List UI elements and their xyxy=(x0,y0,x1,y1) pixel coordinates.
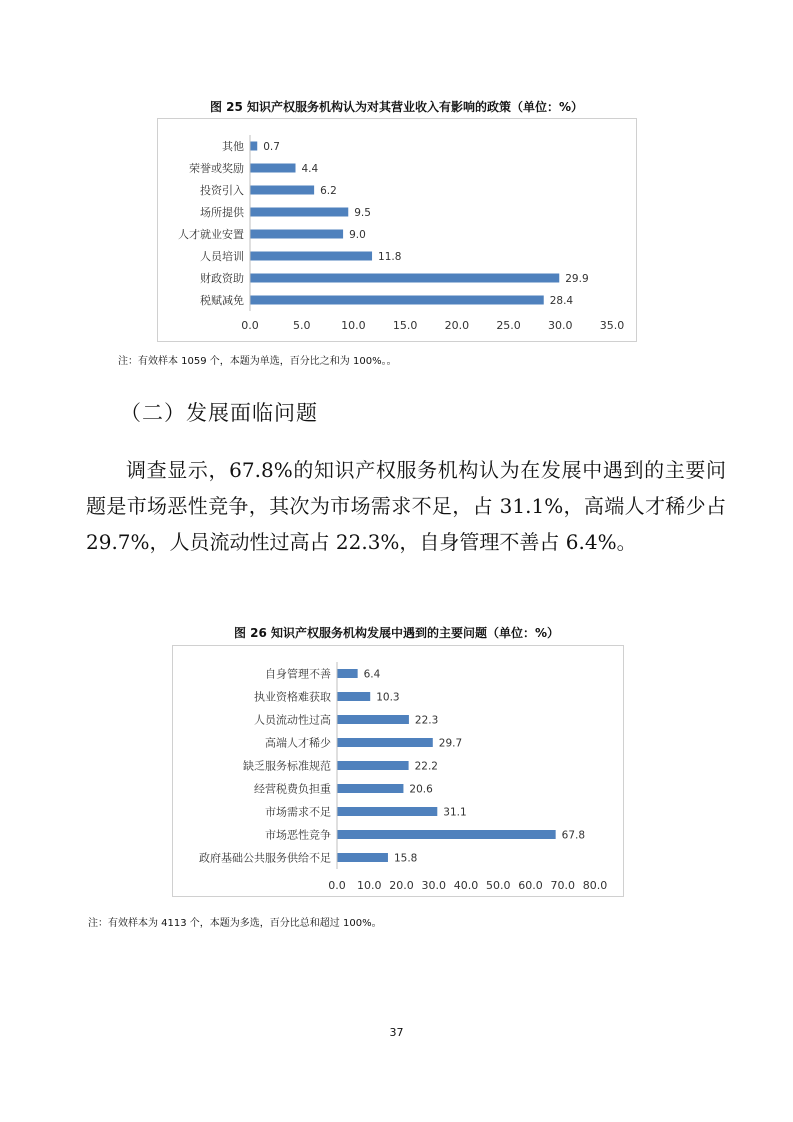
category-label: 自身管理不善 xyxy=(265,667,331,681)
x-tick-label: 80.0 xyxy=(582,879,608,892)
bar xyxy=(337,830,556,839)
x-tick-label: 60.0 xyxy=(518,879,543,892)
category-label: 政府基础公共服务供给不足 xyxy=(199,851,331,865)
bar xyxy=(337,853,388,862)
chart2-container xyxy=(172,645,624,897)
x-tick-label: 25.0 xyxy=(496,319,521,332)
category-label: 投资引入 xyxy=(200,184,244,197)
bar xyxy=(250,142,257,151)
x-tick-label: 5.0 xyxy=(292,319,311,332)
category-label: 经营税费负担重 xyxy=(254,782,331,796)
x-tick-label: 30.0 xyxy=(548,319,573,332)
category-label: 荣誉或奖励 xyxy=(189,162,244,175)
data-label: 11.8 xyxy=(378,251,402,263)
data-label: 28.4 xyxy=(549,295,574,307)
category-label: 市场需求不足 xyxy=(265,805,331,819)
x-tick-label: 20.0 xyxy=(389,879,414,892)
chart2-title: 图 26 知识产权服务机构发展中遇到的主要问题（单位：%） xyxy=(233,626,560,640)
data-label: 15.8 xyxy=(393,852,418,865)
data-label: 29.9 xyxy=(565,273,589,285)
data-label: 31.1 xyxy=(443,806,467,819)
category-label: 人员培训 xyxy=(200,250,244,263)
data-label: 67.8 xyxy=(561,829,586,842)
x-tick-label: 0.0 xyxy=(241,319,259,332)
data-label: 20.6 xyxy=(409,783,433,796)
bar xyxy=(337,761,409,770)
category-label: 缺乏服务标准规范 xyxy=(243,759,331,773)
data-label: 22.3 xyxy=(414,714,439,727)
x-tick-label: 40.0 xyxy=(453,879,479,892)
x-tick-label: 20.0 xyxy=(444,319,470,332)
section-heading: （二）发展面临问题 xyxy=(120,401,318,425)
data-label: 6.4 xyxy=(363,668,381,681)
bar xyxy=(250,296,544,305)
bar xyxy=(250,208,348,217)
x-tick-label: 10.0 xyxy=(341,319,366,332)
category-label: 其他 xyxy=(222,140,244,153)
bar xyxy=(250,164,296,173)
chart1-title: 图 25 知识产权服务机构认为对其营业收入有影响的政策（单位：%） xyxy=(209,100,584,114)
data-label: 22.2 xyxy=(414,760,438,773)
x-tick-label: 30.0 xyxy=(421,879,446,892)
data-label: 4.4 xyxy=(301,163,319,175)
page-number: 37 xyxy=(389,1026,404,1039)
bar xyxy=(337,738,433,747)
chart1-note: 注：有效样本 1059 个，本题为单选，百分比之和为 100%。。 xyxy=(118,356,397,367)
chart2-svg xyxy=(173,646,623,896)
data-label: 10.3 xyxy=(376,691,400,704)
bar xyxy=(337,807,437,816)
bar xyxy=(250,186,314,195)
category-label: 人才就业安置 xyxy=(178,228,244,241)
section-paragraph: 调查显示，67.8%的知识产权服务机构认为在发展中遇到的主要问题是市场恶性竞争，其次为市场需求不足，占 31.1%，高端人才稀少占 29.7%，人员流动性过高占 22.3%，自身管理不善占 6.4%。 xyxy=(86,458,726,554)
chart1-container xyxy=(157,118,637,342)
category-label: 执业资格难获取 xyxy=(254,690,331,704)
data-label: 6.2 xyxy=(320,185,337,197)
category-label: 场所提供 xyxy=(200,206,244,219)
category-label: 财政资助 xyxy=(200,272,244,285)
bar xyxy=(250,274,559,283)
data-label: 29.7 xyxy=(438,737,463,750)
bar xyxy=(250,230,343,239)
category-label: 税赋减免 xyxy=(200,294,244,307)
category-label: 高端人才稀少 xyxy=(265,736,331,750)
chart1-svg xyxy=(158,119,636,341)
data-label: 0.7 xyxy=(263,141,280,153)
bar xyxy=(337,692,370,701)
bar xyxy=(337,669,358,678)
category-label: 市场恶性竞争 xyxy=(265,828,331,842)
bar xyxy=(250,252,372,261)
x-tick-label: 35.0 xyxy=(599,319,625,332)
category-label: 人员流动性过高 xyxy=(254,713,331,727)
bar xyxy=(337,784,403,793)
x-tick-label: 15.0 xyxy=(392,319,418,332)
data-label: 9.0 xyxy=(349,229,366,241)
chart2-note: 注：有效样本为 4113 个，本题为多选，百分比总和超过 100%。 xyxy=(88,918,382,929)
x-tick-label: 70.0 xyxy=(550,879,575,892)
x-tick-label: 0.0 xyxy=(328,879,346,892)
data-label: 9.5 xyxy=(354,207,371,219)
bar xyxy=(337,715,409,724)
x-tick-label: 10.0 xyxy=(357,879,382,892)
x-tick-label: 50.0 xyxy=(486,879,511,892)
